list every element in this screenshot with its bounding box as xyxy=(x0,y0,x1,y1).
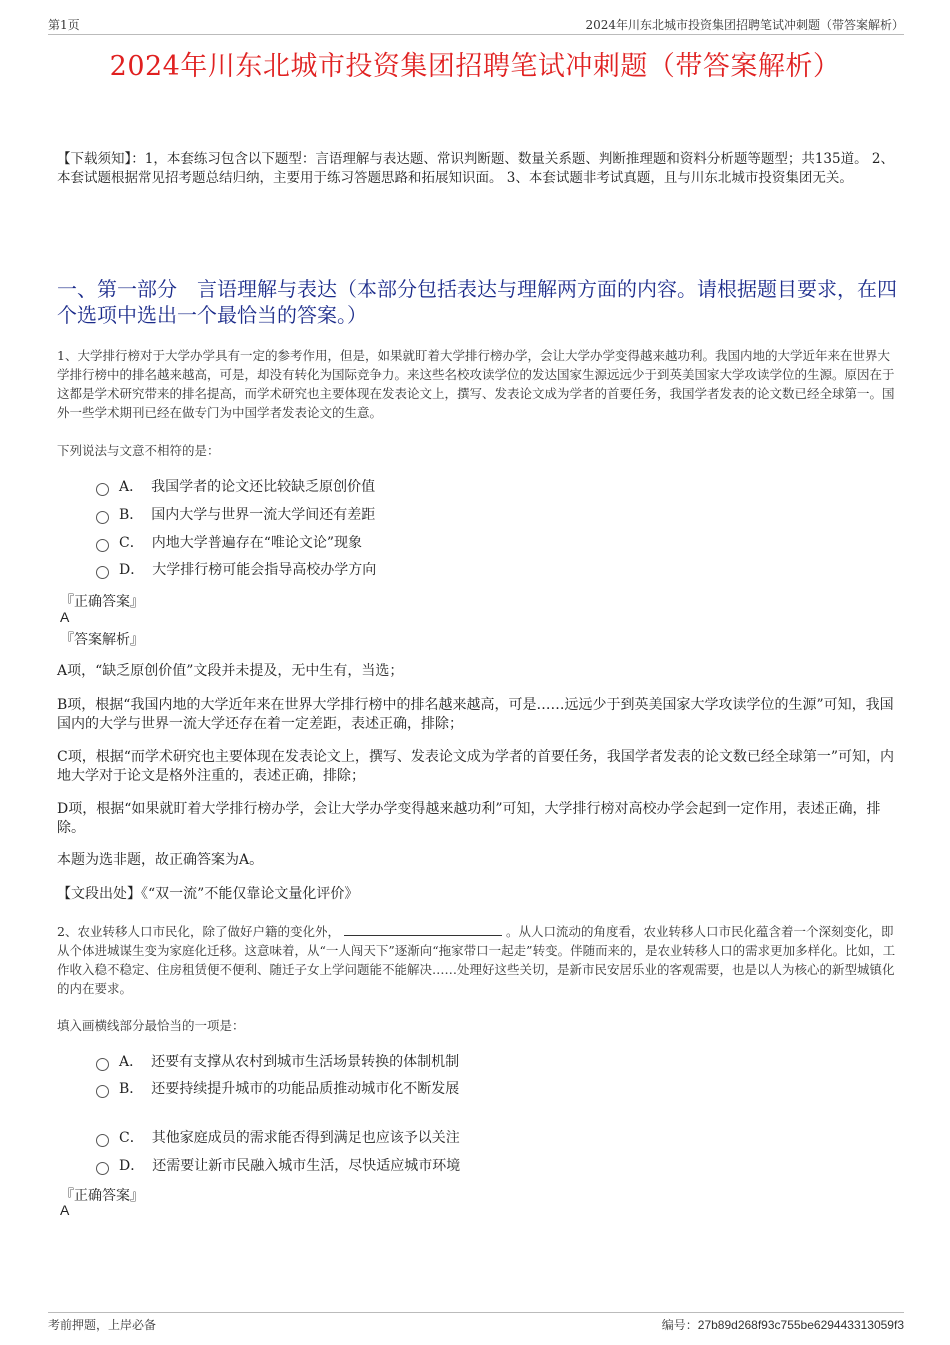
q1-analysis-label: 『答案解析』 xyxy=(60,632,144,648)
radio-icon[interactable] xyxy=(96,483,109,496)
page-header xyxy=(48,14,904,35)
q1-answer: A xyxy=(60,609,70,625)
q1-question: 下列说法与文意不相符的是： xyxy=(57,443,220,458)
q2-answer: A xyxy=(60,1202,70,1218)
q1-option-d[interactable]: D． 大学排行榜可能会指导高校办学方向 xyxy=(96,559,376,579)
q2-option-a[interactable]: A． 还要有支撑从农村到城市生活场景转换的体制机制 xyxy=(96,1051,459,1071)
footer-slogan: 考前押题，上岸必备 xyxy=(48,1318,157,1332)
q2-question: 填入画横线部分最恰当的一项是： xyxy=(57,1018,245,1033)
header-doc-title: 2024年川东北城市投资集团招聘笔试冲刺题（带答案解析） xyxy=(585,17,904,32)
document-id: 编号：27b89d268f93c755be629443313059f3 xyxy=(661,1318,904,1332)
page-title: 2024年川东北城市投资集团招聘笔试冲刺题（带答案解析） xyxy=(109,51,841,82)
radio-icon[interactable] xyxy=(96,511,109,524)
q1-conclusion: 本题为选非题，故正确答案为A。 xyxy=(57,852,264,868)
radio-icon[interactable] xyxy=(96,539,109,552)
section-title: 一、第一部分 言语理解与表达（本部分包括表达与理解两方面的内容。请根据题目要求，在四个选项中选出一个最恰当的答案。） xyxy=(57,277,897,327)
q2-option-c[interactable]: C． 其他家庭成员的需求能否得到满足也应该予以关注 xyxy=(96,1127,460,1147)
q1-stem: 1、大学排行榜对于大学办学具有一定的参考作用，但是，如果就盯着大学排行榜办学，会让大学办学变得越来越功利。我国内地的大学近年来在世界大学排行榜中的排名越来越高，可是，却没有转化为国际竞争力。来这些名校攻读学位的发达国家生源远远少于到英美国家大学攻读学位的生源。原因在于这都是学术研究带来的排名提高，而学术研究也主要体现在发表论文上，撰写、发表论文成为学者的首要任务，我国学者发表的论文数已经全球第一。国外一些学术期刊已经在做专门为中国学者发表论文的生意。 xyxy=(57,348,895,420)
q1-option-c[interactable]: C． 内地大学普遍存在“唯论文论”现象 xyxy=(96,532,362,552)
q1-analysis-a: A项，“缺乏原创价值”文段并未提及，无中生有，当选； xyxy=(57,663,404,679)
page-number: 第1页 xyxy=(48,17,80,32)
radio-icon[interactable] xyxy=(96,1058,109,1071)
q2-answer-label: 『正确答案』 xyxy=(60,1188,144,1204)
q1-option-b[interactable]: B． 国内大学与世界一流大学间还有差距 xyxy=(96,504,375,524)
fill-blank xyxy=(344,923,502,936)
radio-icon[interactable] xyxy=(96,1134,109,1147)
q1-analysis-b: B项，根据“我国内地的大学近年来在世界大学排行榜中的排名越来越高，可是……远远少于到英美国家大学攻读学位的生源”可知，我国国内的大学与世界一流大学还存在着一定差距，表述正确，排除； xyxy=(57,697,894,732)
q1-analysis-c: C项，根据“而学术研究也主要体现在发表论文上，撰写、发表论文成为学者的首要任务，我国学者发表的论文数已经全球第一”可知，内地大学对于论文是格外注重的，表述正确，排除； xyxy=(57,749,895,784)
radio-icon[interactable] xyxy=(96,1085,109,1098)
q1-source: 【文段出处】《“双一流”不能仅靠论文量化评价》 xyxy=(57,886,359,902)
radio-icon[interactable] xyxy=(96,566,109,579)
q2-option-d[interactable]: D． 还需要让新市民融入城市生活，尽快适应城市环境 xyxy=(96,1155,460,1175)
radio-icon[interactable] xyxy=(96,1162,109,1175)
q2-stem: 2、农业转移人口市民化，除了做好户籍的变化外， 。从人口流动的角度看，农业转移人口市民化蕴含着一个深刻变化，即从个体进城谋生变为家庭化迁移。这意味着，从“一人闯天下”逐渐向“拖家带口一起走”转变。伴随而来的，是农业转移人口的需求更加多样化。比如，工作收入稳不稳定、住房租赁便不便利、随迁子女上学问题能不能解决……处理好这些关切，是新市民安居乐业的客观需要，也是以人为核心的新型城镇化的内在要求。 xyxy=(57,924,896,996)
q1-option-a[interactable]: A． 我国学者的论文还比较缺乏原创价值 xyxy=(96,476,375,496)
q2-option-b[interactable]: B． 还要持续提升城市的功能品质推动城市化不断发展 xyxy=(96,1078,459,1098)
q1-analysis-d: D项，根据“如果就盯着大学排行榜办学，会让大学办学变得越来越功利”可知，大学排行榜对高校办学会起到一定作用，表述正确，排除。 xyxy=(57,801,881,836)
q1-answer-label: 『正确答案』 xyxy=(60,594,144,610)
page-footer xyxy=(48,1312,904,1333)
download-notice: 【下载须知】：1，本套练习包含以下题型：言语理解与表达题、常识判断题、数量关系题、判断推理题和资料分析题等题型；共135道。 2、本套试题根据常见招考题总结归纳，主要用于练习答题思路和拓展知识面。 3、本套试题非考试真题，且与川东北城市投资集团无关。 xyxy=(57,151,894,186)
